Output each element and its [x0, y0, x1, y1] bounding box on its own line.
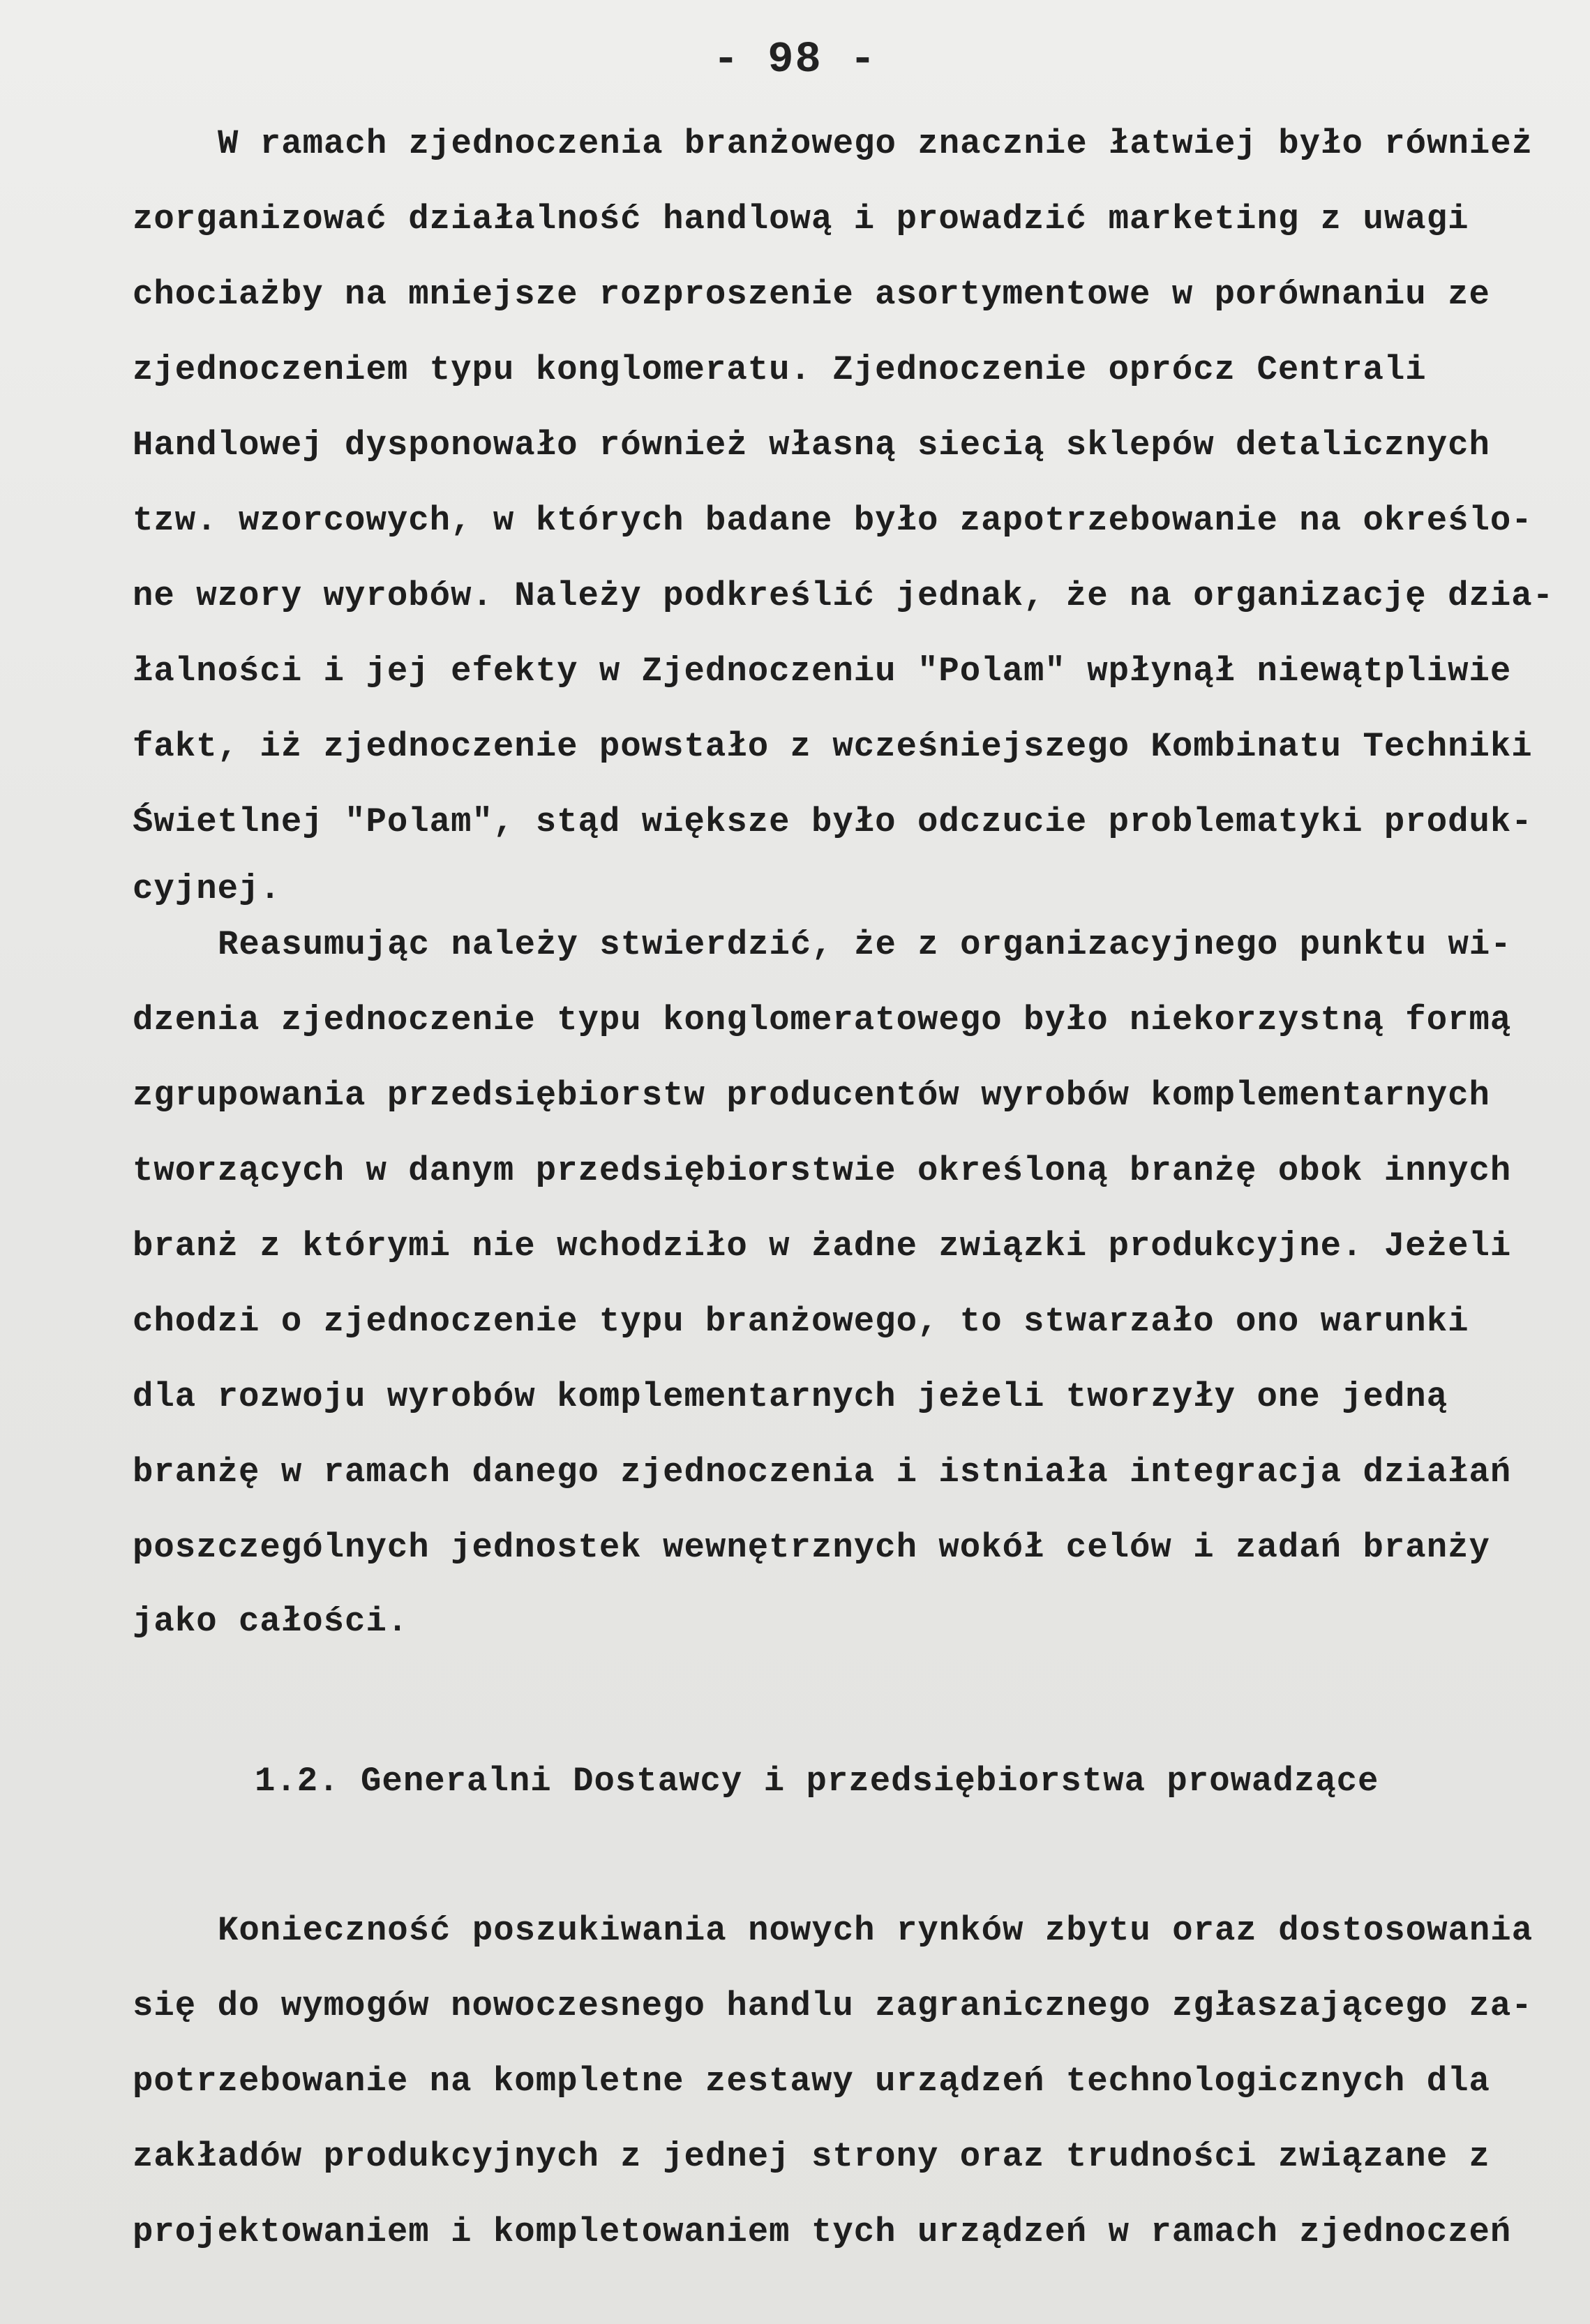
text-line: Konieczność poszukiwania nowych rynków zbytu oraz dostosowania — [218, 1911, 1533, 1950]
section-heading: 1.2. Generalni Dostawcy i przedsiębiorstwa prowadzące — [255, 1762, 1379, 1801]
text-line: zgrupowania przedsiębiorstw producentów wyrobów komplementarnych — [133, 1076, 1490, 1115]
text-line: tzw. wzorcowych, w których badane było zapotrzebowanie na określo- — [133, 501, 1533, 540]
page-number: - 98 - — [712, 35, 878, 84]
text-line: dla rozwoju wyrobów komplementarnych jeżeli tworzyły one jedną — [133, 1377, 1448, 1416]
text-line: tworzących w danym przedsiębiorstwie określoną branżę obok innych — [133, 1151, 1512, 1190]
text-line: chociażby na mniejsze rozproszenie asortymentowe w porównaniu ze — [133, 275, 1490, 314]
text-line: dzenia zjednoczenie typu konglomeratowego było niekorzystną formą — [133, 1000, 1512, 1040]
text-line: projektowaniem i kompletowaniem tych urządzeń w ramach zjednoczeń — [133, 2212, 1512, 2251]
text-line: Świetlnej "Polam", stąd większe było odczucie problematyki produk- — [133, 802, 1533, 841]
text-line: jako całości. — [133, 1602, 409, 1641]
text-line: się do wymogów nowoczesnego handlu zagranicznego zgłaszającego za- — [133, 1986, 1533, 2025]
text-line: Handlowej dysponowało również własną siecią sklepów detalicznych — [133, 426, 1490, 465]
text-line: zakładów produkcyjnych z jednej strony oraz trudności związane z — [133, 2137, 1490, 2176]
text-line: fakt, iż zjednoczenie powstało z wcześniejszego Kombinatu Techniki — [133, 727, 1533, 766]
text-line: potrzebowanie na kompletne zestawy urządzeń technologicznych dla — [133, 2062, 1490, 2101]
text-line: W ramach zjednoczenia branżowego znacznie łatwiej było również — [218, 124, 1533, 163]
text-line: Reasumując należy stwierdzić, że z organizacyjnego punktu wi- — [218, 925, 1512, 964]
text-line: łalności i jej efekty w Zjednoczeniu "Polam" wpłynął niewątpliwie — [133, 652, 1512, 691]
text-line: zorganizować działalność handlową i prowadzić marketing z uwagi — [133, 200, 1469, 239]
text-line: branż z którymi nie wchodziło w żadne związki produkcyjne. Jeżeli — [133, 1227, 1512, 1266]
text-line: zjednoczeniem typu konglomeratu. Zjednoczenie oprócz Centrali — [133, 350, 1427, 389]
text-line: branżę w ramach danego zjednoczenia i istniała integracja działań — [133, 1453, 1512, 1492]
text-line: cyjnej. — [133, 869, 281, 908]
text-line: chodzi o zjednoczenie typu branżowego, to stwarzało ono warunki — [133, 1302, 1469, 1341]
text-line: ne wzory wyrobów. Należy podkreślić jednak, że na organizację dzia- — [133, 576, 1554, 615]
text-line: poszczególnych jednostek wewnętrznych wokół celów i zadań branży — [133, 1528, 1490, 1567]
